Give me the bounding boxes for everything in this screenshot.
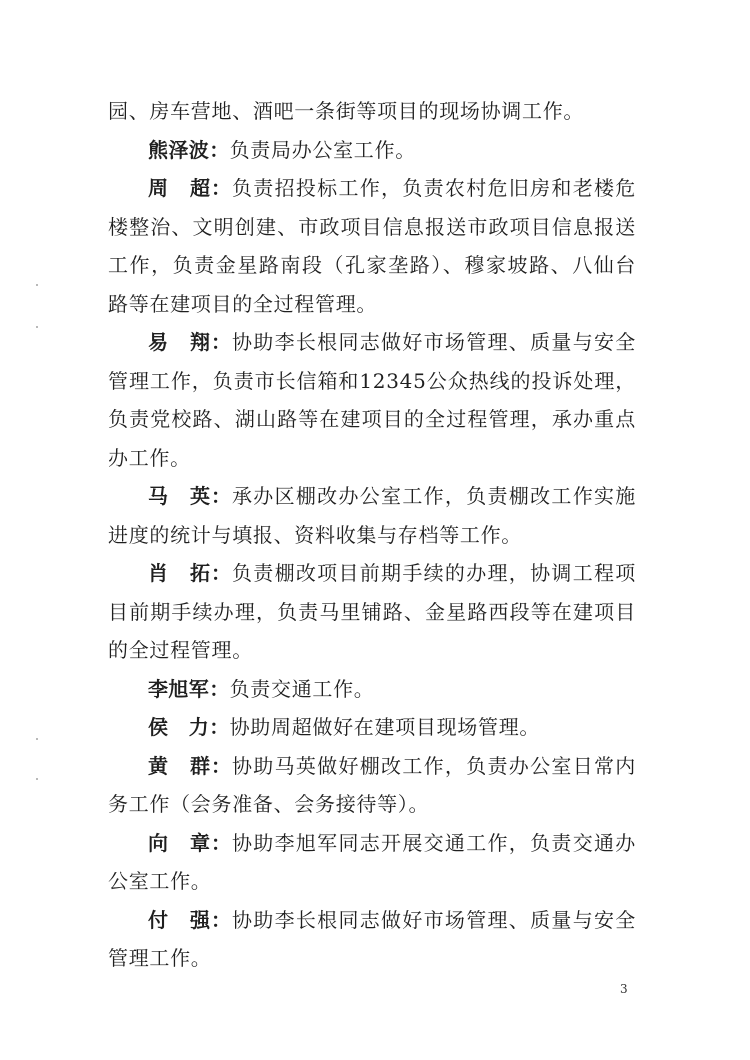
paragraph-text: 园、房车营地、酒吧一条街等项目的现场协调工作。 [108, 99, 585, 123]
responsibility-paragraph-li-xujun [108, 670, 636, 709]
responsibility-text: 负责招投标工作，负责农村危旧房和老楼危楼整治、文明创建、市政项目信息报送市政项目信息报送工作，负责金星路南段（孔家垄路）、穆家坡路、八仙台路等在建项目的全过程管理。 [108, 176, 636, 316]
responsibility-text: 负责棚改项目前期手续的办理，协调工程项目前期手续办理，负责马里铺路、金星路西段等在建项目的全过程管理。 [108, 561, 636, 662]
responsibility-paragraph-xiong-zebo [108, 131, 636, 170]
responsibility-text: 协助马英做好棚改工作，负责办公室日常内务工作（会务准备、会务接待等）。 [108, 753, 636, 816]
responsibility-text: 协助李长根同志做好市场管理、质量与安全管理工作。 [108, 907, 636, 970]
scan-margin-dot [36, 326, 38, 328]
continued-paragraph [108, 92, 636, 131]
person-name: 肖 拓： [148, 561, 232, 585]
responsibility-paragraph-xiang-zhang [108, 824, 636, 901]
responsibility-text: 负责交通工作。 [229, 676, 375, 701]
scan-margin-dot [36, 738, 38, 740]
responsibility-paragraph-hou-li [108, 708, 636, 747]
scan-margin-dot [36, 284, 38, 286]
person-name: 易 翔： [148, 330, 232, 354]
responsibility-text: 承办区棚改办公室工作，负责棚改工作实施进度的统计与填报、资料收集与存档等工作。 [108, 484, 636, 547]
scan-margin-dot [36, 778, 38, 780]
person-name: 熊泽波： [148, 137, 230, 162]
person-name: 黄 群： [148, 753, 232, 778]
responsibility-paragraph-fu-qiang [108, 901, 636, 978]
person-name: 李旭军： [148, 676, 230, 701]
responsibility-text: 协助周超做好在建项目现场管理。 [229, 715, 541, 739]
person-name: 向 章： [148, 830, 232, 855]
person-name: 周 超： [148, 176, 232, 200]
responsibility-text: 协助李长根同志做好市场管理、质量与安全管理工作，负责市长信箱和12345公众热线的投诉处理，负责党校路、湖山路等在建项目的全过程管理，承办重点办工作。 [108, 330, 636, 470]
responsibility-paragraph-huang-qun [108, 747, 636, 824]
person-name: 马 英： [148, 484, 232, 508]
responsibility-paragraph-xiao-tuo [108, 554, 636, 670]
person-name: 付 强： [148, 907, 232, 932]
responsibility-paragraph-yi-xiang [108, 323, 636, 477]
responsibility-text: 负责局办公室工作。 [229, 137, 416, 162]
responsibility-paragraph-zhou-chao [108, 169, 636, 323]
responsibility-text: 协助李旭军同志开展交通工作，负责交通办公室工作。 [108, 830, 636, 893]
person-name: 侯 力： [148, 715, 230, 739]
responsibility-paragraph-ma-ying [108, 477, 636, 554]
page-number: 3 [620, 982, 628, 996]
document-body [108, 92, 636, 978]
